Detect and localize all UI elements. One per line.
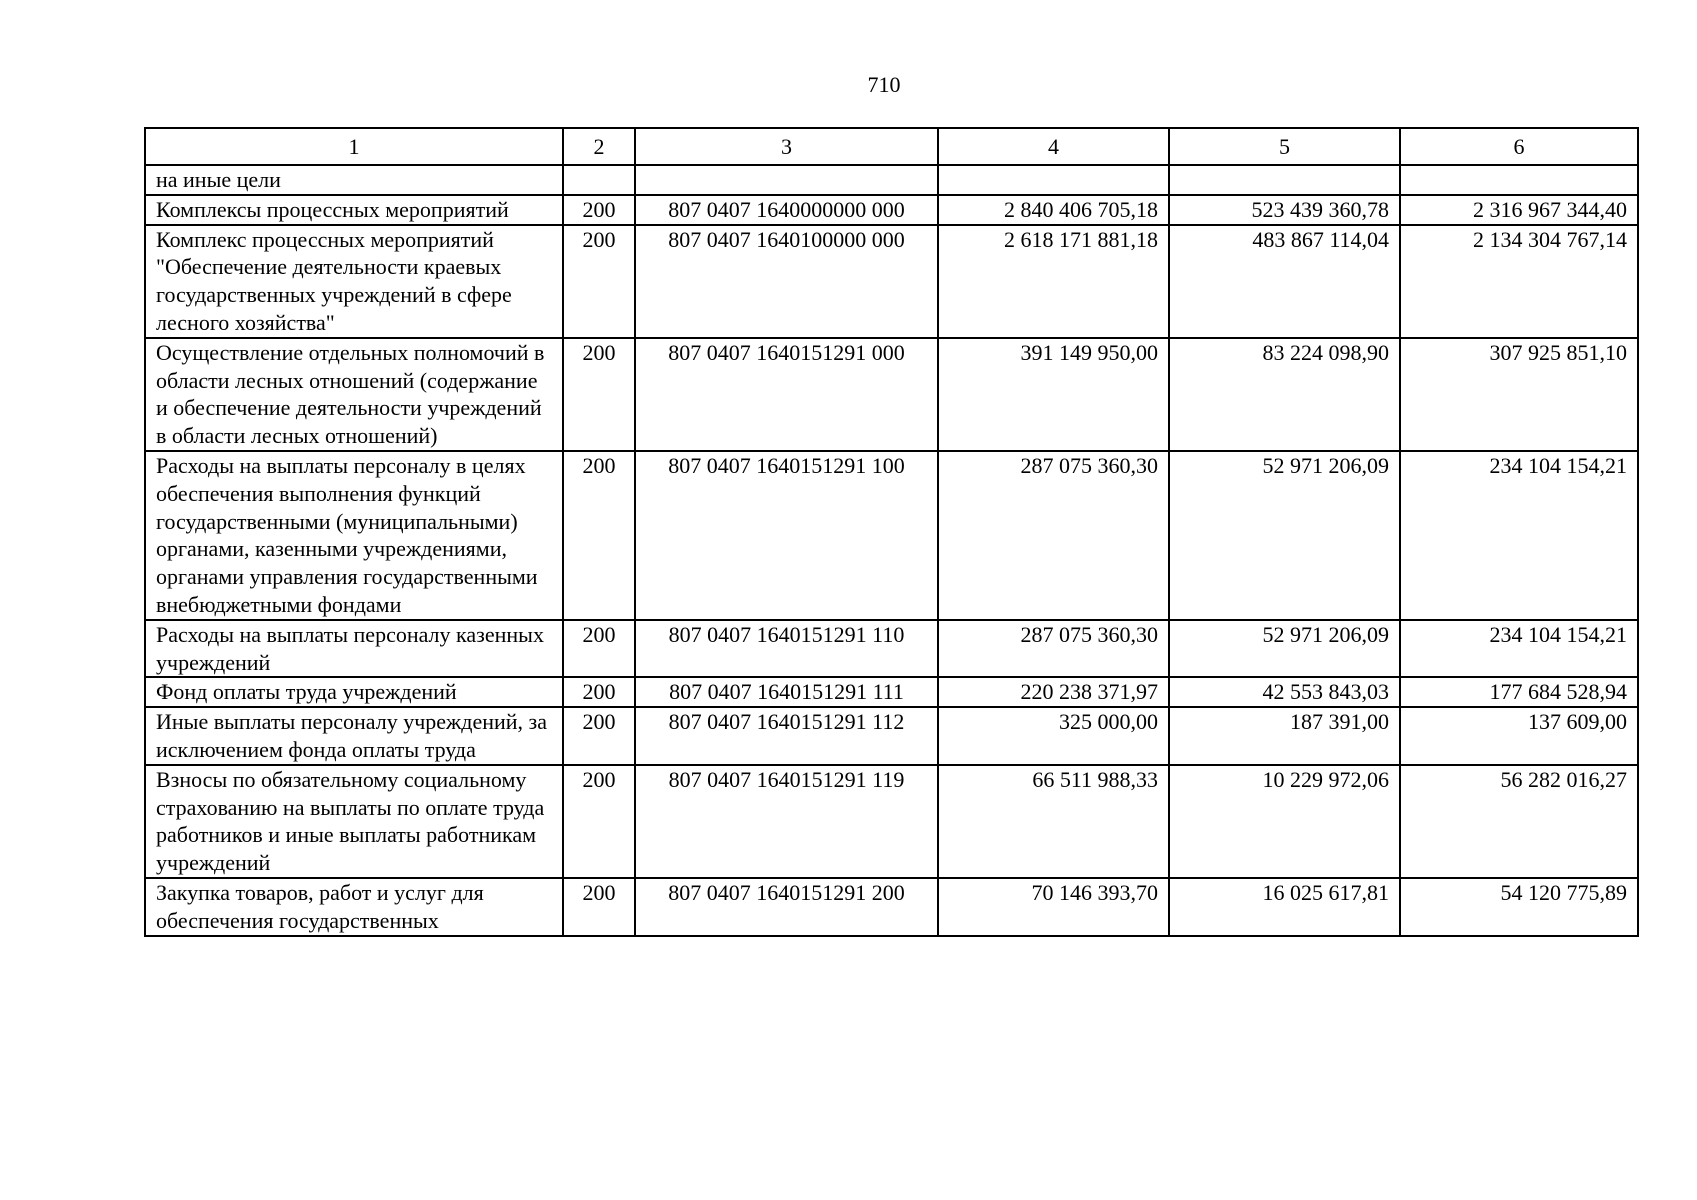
- row-name-cell: Осуществление отдельных полномочий в области лесных отношений (содержание и обеспечение деятельности учреждений в области лесных отношений): [145, 338, 563, 451]
- row-line-code-cell: 200: [563, 451, 635, 620]
- row-name-cell: Взносы по обязательному социальному страхованию на выплаты по оплате труда работников и иные выплаты работникам учреждений: [145, 765, 563, 878]
- table-header-row: [145, 128, 1638, 165]
- budget-table: [144, 127, 1639, 937]
- row-executed-amount-cell: 523 439 360,78: [1169, 195, 1400, 225]
- row-executed-amount-cell: 52 971 206,09: [1169, 451, 1400, 620]
- row-budget-code-cell: 807 0407 1640151291 110: [635, 620, 938, 678]
- row-approved-amount-cell: [938, 165, 1169, 195]
- table-row: [145, 878, 1638, 936]
- row-executed-amount-cell: 16 025 617,81: [1169, 878, 1400, 936]
- row-approved-amount-cell: 2 840 406 705,18: [938, 195, 1169, 225]
- row-budget-code-cell: 807 0407 1640151291 111: [635, 677, 938, 707]
- row-name-cell: Расходы на выплаты персоналу в целях обеспечения выполнения функций государственными (муниципальными) органами, казенными учреждениями, органами управления государственными внебюджетными фондами: [145, 451, 563, 620]
- row-unexecuted-amount-cell: 234 104 154,21: [1400, 451, 1638, 620]
- column-header-2: 2: [563, 128, 635, 165]
- row-budget-code-cell: 807 0407 1640151291 000: [635, 338, 938, 451]
- row-name-cell: Расходы на выплаты персоналу казенных учреждений: [145, 620, 563, 678]
- table-row: [145, 707, 1638, 765]
- column-header-4: 4: [938, 128, 1169, 165]
- row-budget-code-cell: 807 0407 1640151291 119: [635, 765, 938, 878]
- table-row: [145, 338, 1638, 451]
- column-header-5: 5: [1169, 128, 1400, 165]
- row-name-cell: Комплекс процессных мероприятий "Обеспечение деятельности краевых государственных учреждений в сфере лесного хозяйства": [145, 225, 563, 338]
- row-name-cell: Фонд оплаты труда учреждений: [145, 677, 563, 707]
- row-line-code-cell: 200: [563, 620, 635, 678]
- row-approved-amount-cell: 66 511 988,33: [938, 765, 1169, 878]
- row-line-code-cell: 200: [563, 225, 635, 338]
- row-budget-code-cell: [635, 165, 938, 195]
- row-approved-amount-cell: 325 000,00: [938, 707, 1169, 765]
- row-line-code-cell: 200: [563, 195, 635, 225]
- row-name-cell: Закупка товаров, работ и услуг для обеспечения государственных: [145, 878, 563, 936]
- row-executed-amount-cell: 483 867 114,04: [1169, 225, 1400, 338]
- row-budget-code-cell: 807 0407 1640151291 100: [635, 451, 938, 620]
- row-approved-amount-cell: 220 238 371,97: [938, 677, 1169, 707]
- row-executed-amount-cell: [1169, 165, 1400, 195]
- row-line-code-cell: 200: [563, 707, 635, 765]
- page-number: 710: [867, 72, 901, 97]
- row-executed-amount-cell: 52 971 206,09: [1169, 620, 1400, 678]
- row-executed-amount-cell: 187 391,00: [1169, 707, 1400, 765]
- row-unexecuted-amount-cell: [1400, 165, 1638, 195]
- row-budget-code-cell: 807 0407 1640151291 200: [635, 878, 938, 936]
- row-name-cell: Иные выплаты персоналу учреждений, за исключением фонда оплаты труда: [145, 707, 563, 765]
- table-row: [145, 765, 1638, 878]
- row-line-code-cell: [563, 165, 635, 195]
- row-unexecuted-amount-cell: 56 282 016,27: [1400, 765, 1638, 878]
- row-line-code-cell: 200: [563, 338, 635, 451]
- row-approved-amount-cell: 70 146 393,70: [938, 878, 1169, 936]
- table-row: [145, 165, 1638, 195]
- row-budget-code-cell: 807 0407 1640000000 000: [635, 195, 938, 225]
- row-approved-amount-cell: 287 075 360,30: [938, 451, 1169, 620]
- row-unexecuted-amount-cell: 2 316 967 344,40: [1400, 195, 1638, 225]
- table-row: [145, 225, 1638, 338]
- row-unexecuted-amount-cell: 2 134 304 767,14: [1400, 225, 1638, 338]
- row-approved-amount-cell: 2 618 171 881,18: [938, 225, 1169, 338]
- row-approved-amount-cell: 391 149 950,00: [938, 338, 1169, 451]
- column-header-3: 3: [635, 128, 938, 165]
- table-row: [145, 451, 1638, 620]
- row-budget-code-cell: 807 0407 1640151291 112: [635, 707, 938, 765]
- row-unexecuted-amount-cell: 54 120 775,89: [1400, 878, 1638, 936]
- row-approved-amount-cell: 287 075 360,30: [938, 620, 1169, 678]
- row-line-code-cell: 200: [563, 677, 635, 707]
- row-name-cell: Комплексы процессных мероприятий: [145, 195, 563, 225]
- row-line-code-cell: 200: [563, 765, 635, 878]
- row-executed-amount-cell: 83 224 098,90: [1169, 338, 1400, 451]
- table-row: [145, 677, 1638, 707]
- row-budget-code-cell: 807 0407 1640100000 000: [635, 225, 938, 338]
- row-unexecuted-amount-cell: 177 684 528,94: [1400, 677, 1638, 707]
- table-row: [145, 195, 1638, 225]
- row-line-code-cell: 200: [563, 878, 635, 936]
- table-row: [145, 620, 1638, 678]
- row-unexecuted-amount-cell: 307 925 851,10: [1400, 338, 1638, 451]
- row-unexecuted-amount-cell: 137 609,00: [1400, 707, 1638, 765]
- row-name-cell: на иные цели: [145, 165, 563, 195]
- column-header-6: 6: [1400, 128, 1638, 165]
- row-unexecuted-amount-cell: 234 104 154,21: [1400, 620, 1638, 678]
- column-header-1: 1: [145, 128, 563, 165]
- row-executed-amount-cell: 10 229 972,06: [1169, 765, 1400, 878]
- row-executed-amount-cell: 42 553 843,03: [1169, 677, 1400, 707]
